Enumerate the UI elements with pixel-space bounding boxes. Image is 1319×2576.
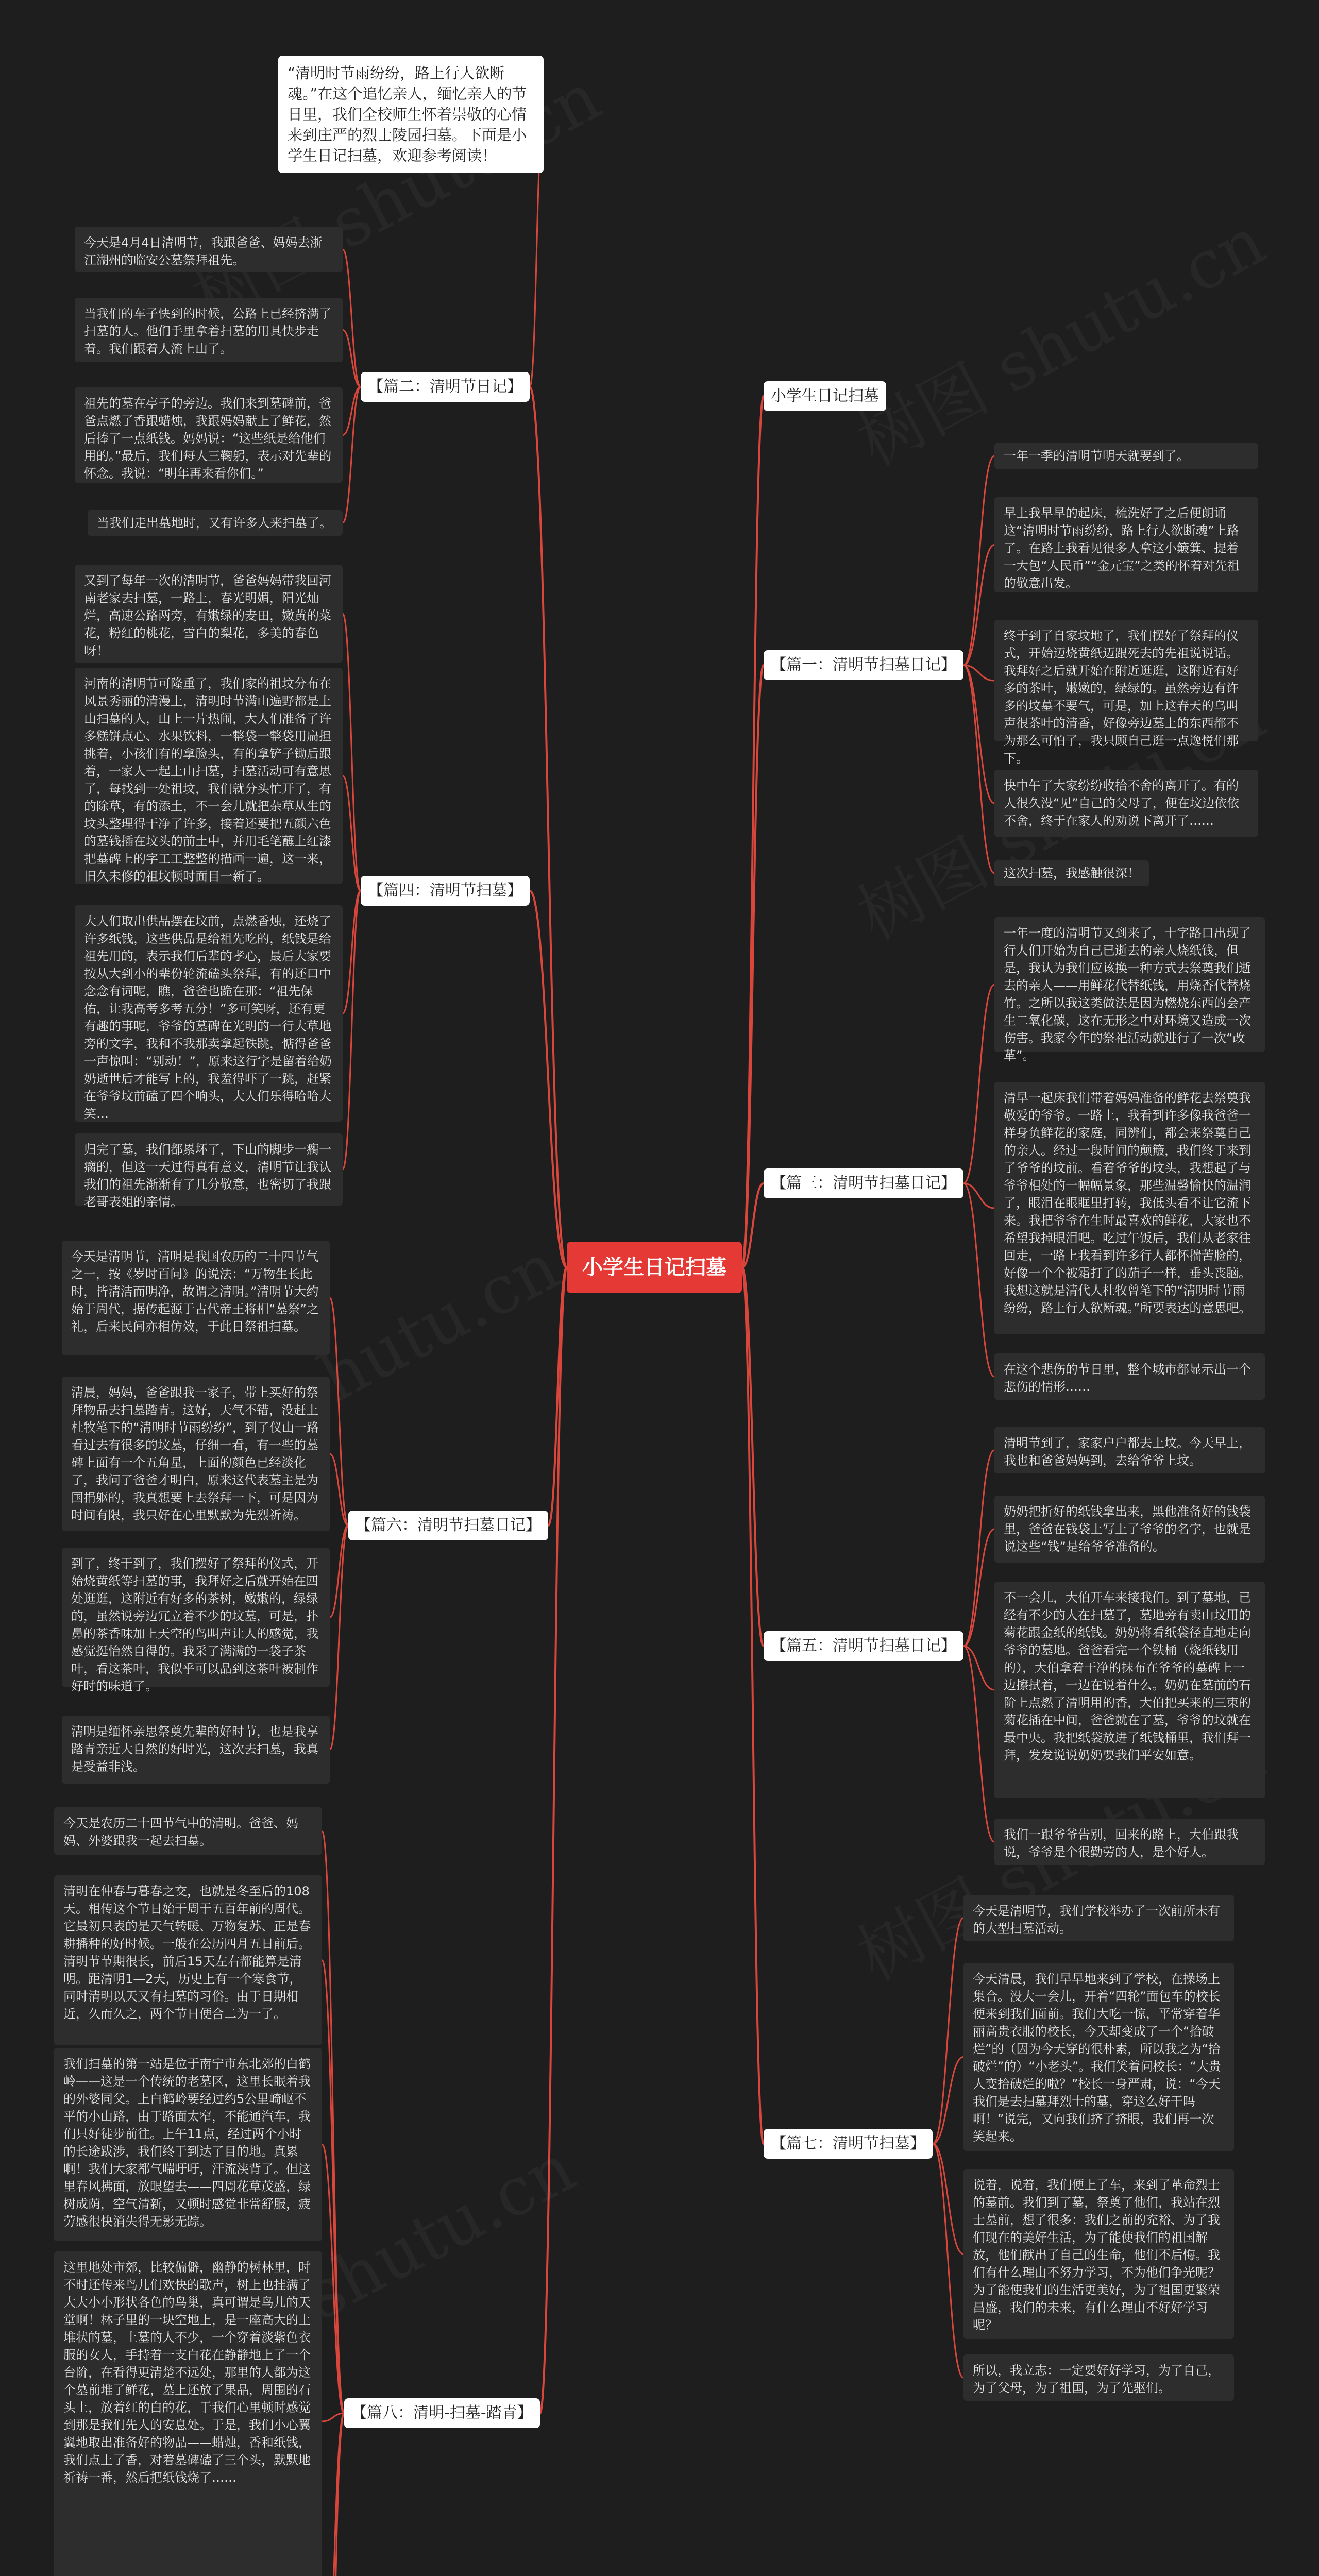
branch-part-6-leaf: 清明是缅怀亲思祭奠先辈的好时节，也是我享踏青亲近大自然的好时光，这次去扫墓，我真是受益非浅。 (62, 1716, 330, 1784)
branch-part-3-leaf: 在这个悲伤的节日里，整个城市都显示出一个悲伤的情形…… (994, 1353, 1265, 1400)
branch-part-2-leaf: 今天是4月4日清明节，我跟爸爸、妈妈去浙江湖州的临安公墓祭拜祖先。 (75, 227, 343, 272)
connector (933, 2144, 963, 2254)
branch-part-8-leaf: 我们扫墓的第一站是位于南宁市东北郊的白鹤岭——这是一个传统的老墓区，这里长眠着我的外婆同父。上白鹤岭要经过约5公里崎岖不平的小山路，由于路面太窄，不能通汽车，我们只好徒步前往。上午11点，经过两个小时的长途跋涉，我们终于到达了目的地。真累啊！我们大家都气喘吁吁，汗流浃背了。但这里春风拂面，放眼望去——四周花草茂盛，绿树成荫，空气清新，又顿时感觉非常舒服，疲劳感很快消失得无影无踪。 (54, 2048, 322, 2241)
branch-part-6-leaf: 清晨，妈妈，爸爸跟我一家子，带上买好的祭拜物品去扫墓踏青。这好，天气不错，没赶上杜牧笔下的“清明时节雨纷纷”，到了仪山一路看过去有很多的坟墓，仔细一看，有一些的墓碑上面有一个五角星，上面的颜色已经淡化了，我问了爸爸才明白，原来这代表墓主是为国捐躯的，我真想要上去祭拜一下，可是因为时间有限，我只好在心里默默为先烈祈祷。 (62, 1377, 330, 1531)
branch-part-1-leaf: 一年一季的清明节明天就要到了。 (994, 443, 1258, 469)
branch-part-7-leaf: 说着，说着，我们便上了车，来到了革命烈士的墓前。我们到了墓，祭奠了他们，我站在烈士墓前，想了很多：我们之前的充裕、为了我们现在的美好生活，为了能使我们的祖国解放，他们献出了自己的生命，他们不后悔。我们有什么理由不努力学习，不为他们争光呢？为了能使我们的生活更美好，为了祖国更繁荣昌盛，我们的未来，有什么理由不好好学习呢？ (963, 2169, 1234, 2339)
connector (963, 1646, 994, 1842)
branch-part-7-leaf: 今天是清明节，我们学校举办了一次前所未有的大型扫墓活动。 (963, 1895, 1234, 1941)
branch-part-1-leaf: 快中午了大家纷纷收拾不舍的离开了。有的人很久没“见”自己的父母了，便在坟边依依不舍，终于在家人的劝说下离开了…… (994, 770, 1258, 837)
branch-part-2[interactable]: 【篇二：清明节日记】 (361, 372, 530, 402)
connector (963, 665, 994, 803)
connector (322, 2413, 344, 2421)
branch-part-2-leaf: 祖先的墓在亭子的旁边。我们来到墓碑前，爸爸点燃了香跟蜡烛，我跟妈妈献上了鲜花，然后捧了一点纸钱。妈妈说：“这些纸是给他们用的。”最后，我们每人三鞠躬，表示对先辈的怀念。我说：“明年再来看你们。” (75, 387, 343, 483)
connector (742, 1267, 764, 1646)
connector (330, 1526, 348, 1617)
connector (343, 776, 361, 891)
branch-part-6-leaf: 今天是清明节，清明是我国农历的二十四节气之一，按《岁时百问》的说法：“万物生长此时，皆清洁而明净，故谓之清明。”清明节大约始于周代，据传起源于古代帝王将相“墓祭”之礼，后来民间亦相仿效，于此日祭祖扫墓。 (62, 1241, 330, 1355)
branch-part-6[interactable]: 【篇六：清明节扫墓日记】 (348, 1511, 548, 1540)
branch-part-6-leaf: 到了，终于到了，我们摆好了祭拜的仪式，开始烧黄纸等扫墓的事，我拜好之后就开始在四处逛逛，这附近有好多的茶树，嫩嫩的，绿绿的，虽然说旁边冗立着不少的坟墓，可是，扑鼻的茶香味加上天空的鸟叫声让人的感觉，我感觉挺怡然自得的。我采了满满的一袋子茶叶，看这茶叶，我似乎可以品到这茶叶被制作好时的味道了。 (62, 1548, 330, 1687)
branch-part-8-leaf: 今天是农历二十四节气中的清明。爸爸、妈妈、外婆跟我一起去扫墓。 (54, 1807, 322, 1855)
branch-part-8-leaf: 这里地处市郊，比较偏僻，幽静的树林里，时不时还传来鸟儿们欢快的歌声，树上也挂满了大大小小形状各色的鸟巢，真可谓是鸟儿的天堂啊！林子里的一块空地上，是一座高大的土堆状的墓，上墓的人不少，一个穿着淡紫色衣服的女人，手持着一支白花在静静地上了一个台阶，在看得更清楚不远处，那里的人都为这个墓前堆了鲜花，墓上还放了果品，周围的石头上，放着红的白的花，于我们心里顿时感觉到那是我们先人的安息处。于是，我们小心翼翼地取出准备好的物品——蜡烛，香和纸钱，我们点上了香，对着墓碑磕了三个头，默默地祈祷一番，然后把纸钱烧了…… (54, 2251, 322, 2576)
branch-part-1-leaf: 终于到了自家坟地了，我们摆好了祭拜的仪式，开始迈烧黄纸迈跟死去的先祖说说话。我拜好之后就开始在附近逛逛，这附近有好多的茶叶，嫩嫩的，绿绿的。虽然旁边有许多的坟墓不要气，可是，加上这春天的乌叫声很茶叶的清香，好像旁边墓上的东西都不为那么可怕了，我只顾自己逛一点逸悦们那下。 (994, 620, 1258, 741)
connector (963, 1450, 994, 1646)
connector (530, 387, 567, 1267)
branch-part-4-leaf: 又到了每年一次的清明节，爸爸妈妈带我回河南老家去扫墓，一路上，春光明媚，阳光灿烂，高速公路两旁，有嫩绿的麦田，嫩黄的菜花，粉红的桃花，雪白的梨花，多美的春色呀！ (75, 565, 343, 663)
branch-part-1[interactable]: 【篇一：清明节扫墓日记】 (764, 650, 963, 680)
branch-part-5-leaf: 我们一跟爷爷告别，回来的路上，大伯跟我说，爷爷是个很勤劳的人，是个好人。 (994, 1819, 1265, 1865)
branch-part-1-leaf: 这次扫墓，我感触很深！ (994, 860, 1149, 886)
connector (963, 985, 994, 1183)
branch-part-2-leaf: 当我们的车子快到的时候，公路上已经挤满了扫墓的人。他们手里拿着扫墓的用具快步走着。我们跟着人流上山了。 (75, 298, 343, 362)
branch-part-4-leaf: 大人们取出供品摆在坟前，点燃香烛，还烧了许多纸钱，这些供品是给祖先吃的，纸钱是给祖先用的，表示我们后辈的孝心，最后大家要按从大到小的辈份轮流磕头祭拜，有的还口中念念有词呢，瞧，爸爸也跪在那：“祖先保佑，让我高考多考五分！”多可笑呀，还有更有趣的事呢，爷爷的墓碑在光明的一行大草地旁的文字，我和不我那卖拿起铁跳，惦得爸爸一声惊叫：“别动！”，原来这行字是留着给奶奶逝世后才能写上的，我羞得吓了一跳，赶紧在爷爷坟前磕了四个响头，大人们乐得哈哈大笑… (75, 905, 343, 1122)
branch-part-8[interactable]: 【篇八：清明-扫墓-踏青】 (344, 2398, 540, 2428)
branch-part-1-leaf: 早上我早早的起床，梳洗好了之后便朗诵这“清明时节雨纷纷，路上行人欲断魂”上路了。在路上我看见很多人拿这小簸箕、提着一大包“人民币”“金元宝”之类的怀着对先祖的敬意出发。 (994, 497, 1258, 592)
connector (322, 1960, 344, 2413)
branch-part-2-leaf: 当我们走出墓地时，又有许多人来扫墓了。 (88, 510, 343, 536)
branch-summary[interactable]: 小学生日记扫墓 (764, 381, 886, 411)
connector (343, 330, 361, 387)
branch-part-5-leaf: 奶奶把折好的纸钱拿出来，黑他准备好的钱袋里，爸爸在钱袋上写上了爷爷的名字，也就是说这些“钱”是给爷爷准备的。 (994, 1496, 1265, 1563)
connector (963, 1183, 994, 1377)
branch-part-5[interactable]: 【篇五：清明节扫墓日记】 (764, 1631, 963, 1661)
branch-part-5-leaf: 清明节到了，家家户户都去上坟。今天早上，我也和爸爸妈妈到，去给爷爷上坟。 (994, 1427, 1265, 1473)
connector (322, 2413, 344, 2576)
connector (343, 891, 361, 1170)
connector (343, 891, 361, 1013)
branch-part-7-leaf: 今天清晨，我们早早地来到了学校，在操场上集合。没大一会儿，开着“四轮”面包车的校长便来到我们面前。我们大吃一惊，平常穿着华丽高贵衣服的校长，今天却变成了一个“拾破烂”的（因为今天穿的很朴素，所以我之为“拾破烂”的）“小老头”。我们笑着问校长：“大贵人变拾破烂的啦？”校长一身严肃，说：“今天我们是去扫墓拜烈士的墓，穿这么好干吗啊！”说完，又向我们挤了挤眼，我们再一次笑起来。 (963, 1963, 1234, 2151)
connector (330, 1526, 348, 1750)
connector (540, 1267, 567, 2413)
branch-part-4[interactable]: 【篇四：清明节扫墓】 (361, 876, 530, 906)
connector (742, 396, 764, 1267)
branch-part-4-leaf: 归完了墓，我们都累坏了，下山的脚步一瘸一瘸的，但这一天过得真有意义，清明节让我认我们的祖先渐渐有了几分敬意，也密切了我跟老哥表姐的亲情。 (75, 1133, 343, 1206)
branch-part-7-leaf: 所以，我立志：一定要好好学习，为了自己，为了父母，为了祖国，为了先驱们。 (963, 2354, 1234, 2401)
branch-part-5-leaf: 不一会儿，大伯开车来接我们。到了墓地，已经有不少的人在扫墓了，墓地旁有卖山坟用的菊花跟金纸的纸钱。奶奶将看纸袋径直地走向爷爷的墓地。爸爸看完一个铁桶（烧纸钱用的），大伯拿着干净的抹布在爷爷的墓碑上一边擦拭着，一边在说着什么。奶奶在墓前的石阶上点燃了清明用的香，大伯把买来的三束的菊花插在中间，爸爸就在了墓，爷爷的坟就在最中央。我把纸袋放进了纸钱桶里，我们拜一拜，发发说说奶奶要我们平安如意。 (994, 1582, 1265, 1798)
connector (933, 2144, 963, 2378)
connector (530, 891, 567, 1267)
intro-note: “清明时节雨纷纷，路上行人欲断魂。”在这个追忆亲人，缅忆亲人的节日里，我们全校师生怀着崇敬的心情来到庄严的烈士陵园扫墓。下面是小学生日记扫墓，欢迎参考阅读！ (278, 56, 544, 173)
connector (933, 2057, 963, 2144)
branch-part-7[interactable]: 【篇七：清明节扫墓】 (764, 2129, 933, 2159)
branch-part-4-leaf: 河南的清明节可隆重了，我们家的祖坟分布在风景秀丽的清漫上，清明时节满山遍野都是上山扫墓的人，山上一片热闹，大人们准备了许多糕饼点心、水果饮料，一整袋一整袋用扁担挑着，小孩们有的拿脸头，有的拿铲子锄后跟着，一家人一起上山扫墓，扫墓活动可有意思了，每找到一处祖坟，我们就分头忙开了，有的除草，有的添土，不一会儿就把杂草从生的坟头整理得干净了许多，接着还要把五颜六色的墓钱插在坟头的前土中，并用毛笔蘸上红漆把墓碑上的字工工整整的描画一遍，这一来，旧久未修的祖坟顿时面目一新了。 (75, 668, 343, 884)
connector (963, 1183, 994, 1208)
root-topic[interactable]: 小学生日记扫墓 (567, 1242, 742, 1293)
branch-part-3[interactable]: 【篇三：清明节扫墓日记】 (764, 1168, 963, 1198)
connector (742, 1267, 764, 2144)
branch-part-3-leaf: 清早一起床我们带着妈妈准备的鲜花去祭奠我敬爱的爷爷。一路上，我看到许多像我爸爸一样身负鲜花的家庭，同辨们，都会来祭奠自己的亲人。经过一段时间的颠簸，我们终于来到了爷爷的坟前。看着爷爷的坟头，我想起了与爷爷相处的一幅幅景象，那些温馨愉快的温润了，眼泪在眼眶里打转，我低头看不让它流下来。我把爷爷在生时最喜欢的鲜花，大家也不希望我掉眼泪吧。吃过午饭后，我们从老家往回走，一路上我看到许多行人都怀揣苦脸的，好像一个个被霜打了的茄子一样，垂头丧脑。我想这就是清代人杜牧曾笔下的“清明时节雨纷纷，路上行人欲断魂。”所要表达的意思吧。 (994, 1082, 1265, 1334)
branch-part-8-leaf: 清明在仲春与暮春之交，也就是冬至后的108天。相传这个节日始于周于五百年前的周代。它最初只表的是天气转暖、万物复苏、正是春耕播种的好时候。一般在公历四月五日前后。清明节节期很长，前后15天左右都能算是清明。距清明1—2天，历史上有一个寒食节，同时清明以天又有扫墓的习俗。由于日期相近，久而久之，两个节日便合二为一了。 (54, 1875, 322, 2045)
connector (343, 614, 361, 891)
branch-part-3-leaf: 一年一度的清明节又到来了，十字路口出现了行人们开始为自己已逝去的亲人烧纸钱，但是，我认为我们应该换一种方式去祭奠我们逝去的亲人——用鲜花代替纸钱，用烧香代替烧竹。之所以我这类做法是因为燃烧东西的会产生二氧化碳，这在无形之中对环境又造成一次伤害。我家今年的祭祀活动就进行了一次“改革”。 (994, 917, 1265, 1052)
connector (963, 456, 994, 665)
